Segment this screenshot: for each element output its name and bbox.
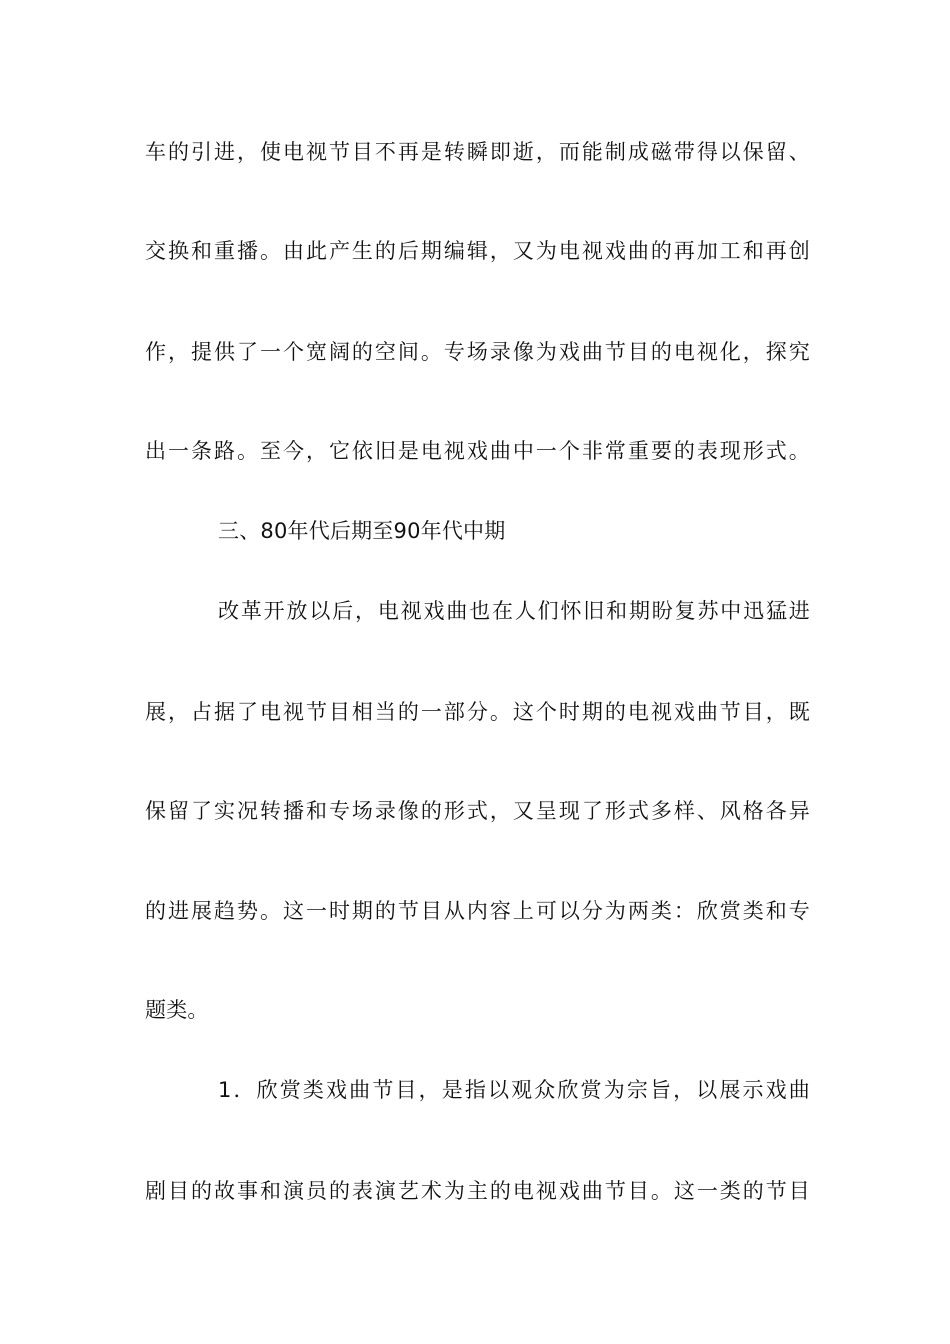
paragraph-line: 保留了实况转播和专场录像的形式，又呈现了形式多样、风格各异 bbox=[145, 799, 810, 823]
paragraph-line: 改革开放以后，电视戏曲也在人们怀旧和期盼复苏中迅猛进 bbox=[218, 599, 810, 623]
paragraph-line: 题类。 bbox=[145, 998, 209, 1022]
paragraph-line: 剧目的故事和演员的表演艺术为主的电视戏曲节目。这一类的节目 bbox=[145, 1179, 810, 1203]
paragraph-line: 车的引进，使电视节目不再是转瞬即逝，而能制成磁带得以保留、 bbox=[145, 140, 810, 164]
paragraph-line: 作，提供了一个宽阔的空间。专场录像为戏曲节目的电视化，探究 bbox=[145, 340, 810, 364]
paragraph-line: 交换和重播。由此产生的后期编辑，又为电视戏曲的再加工和再创 bbox=[145, 239, 810, 263]
section-heading: 三、80年代后期至90年代中期 bbox=[218, 519, 506, 543]
paragraph-line: 出一条路。至今，它依旧是电视戏曲中一个非常重要的表现形式。 bbox=[145, 439, 810, 463]
list-item-line: 1．欣赏类戏曲节目，是指以观众欣赏为宗旨，以展示戏曲 bbox=[218, 1078, 810, 1102]
paragraph-line: 的进展趋势。这一时期的节目从内容上可以分为两类：欣赏类和专 bbox=[145, 899, 810, 923]
paragraph-line: 展，占据了电视节目相当的一部分。这个时期的电视戏曲节目，既 bbox=[145, 700, 810, 724]
